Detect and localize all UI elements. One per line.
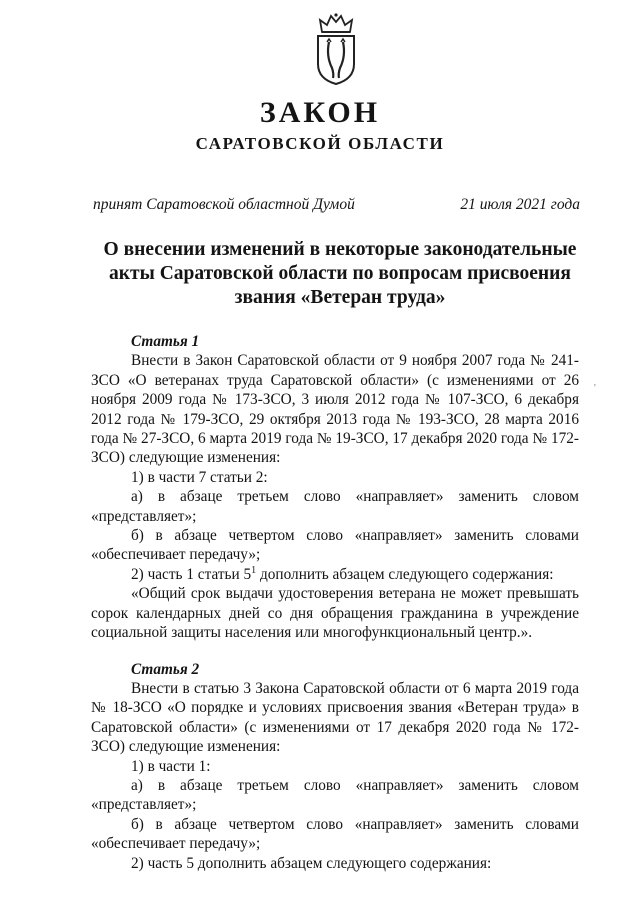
saratov-coat-of-arms-icon (313, 12, 359, 86)
article-2-intro: Внести в статью 3 Закона Саратовской области от 6 марта 2019 года № 18-ЗСО «О порядке и условиях присвоения звания «Ветеран труда» в Саратовской области» (с изменениями от 17 декабря 2020 года № 172-ЗСО) следующие изменения: (91, 679, 579, 756)
article-2-item-1: 1) в части 1: (131, 757, 211, 775)
article-1-quote: «Общий срок выдачи удостоверения ветерана не может превышать сорок календарных дней со дня обращения гражданина в учреждение социальной защиты населения или многофункциональный центр.». (91, 585, 579, 642)
margin-mark: ' (594, 383, 596, 394)
article-1-item-1: 1) в части 7 статьи 2: (131, 468, 268, 486)
article-1-item-1b: б) в абзаце четвертом слово «направляет» заменить словами «обеспечивает передачу»; (91, 527, 579, 564)
article-2-title: Статья 2 (131, 660, 200, 678)
article-1-title: Статья 1 (131, 333, 200, 350)
article-1-intro: Внести в Закон Саратовской области от 9 ноября 2007 года № 241-ЗСО «О ветеранах труда Саратовской области» (с изменениями от 26 ноября 2009 года № 173-ЗСО, 3 июля 2012 года № 107-ЗСО, 6 декабря 2012 года № 179-ЗСО, 29 октября 2013 года № 193-ЗСО, 28 марта 2016 года № 27-ЗСО, 6 марта 2019 года № 19-ЗСО, 17 декабря 2020 года № 172-ЗСО) следующие изменения: (91, 352, 579, 467)
article-1-item-1a: а) в абзаце третьем слово «направляет» заменить словом «представляет»; (91, 488, 579, 525)
article-1-item-2-sup: 1 (251, 564, 257, 576)
document-body (91, 332, 579, 873)
article-1-item-2-end: дополнить абзацем следующего содержания: (256, 565, 554, 583)
law-subtitle: САРАТОВСКОЙ ОБЛАСТИ (195, 134, 445, 153)
article-2-item-1b: б) в абзаце четвертом слово «направляет» заменить словами «обеспечивает передачу»; (91, 815, 579, 853)
article-gap (91, 643, 579, 660)
article-2-item-1a: а) в абзаце третьем слово «направляет» заменить словом «представляет»; (91, 776, 579, 814)
article-1-item-2-start: 2) часть 1 статьи 5 (131, 565, 252, 583)
article-1-item-2 (91, 565, 579, 584)
law-title: ЗАКОН (259, 96, 381, 129)
article-2-item-2: 2) часть 5 дополнить абзацем следующего содержания: (131, 854, 492, 872)
adopted-date: 21 июля 2021 года (460, 196, 580, 213)
adopted-by: принят Саратовской областной Думой (93, 196, 355, 213)
document-heading: О внесении изменений в некоторые законодательные акты Саратовской области по вопросам присвоения звания «Ветеран труда» (103, 239, 577, 308)
